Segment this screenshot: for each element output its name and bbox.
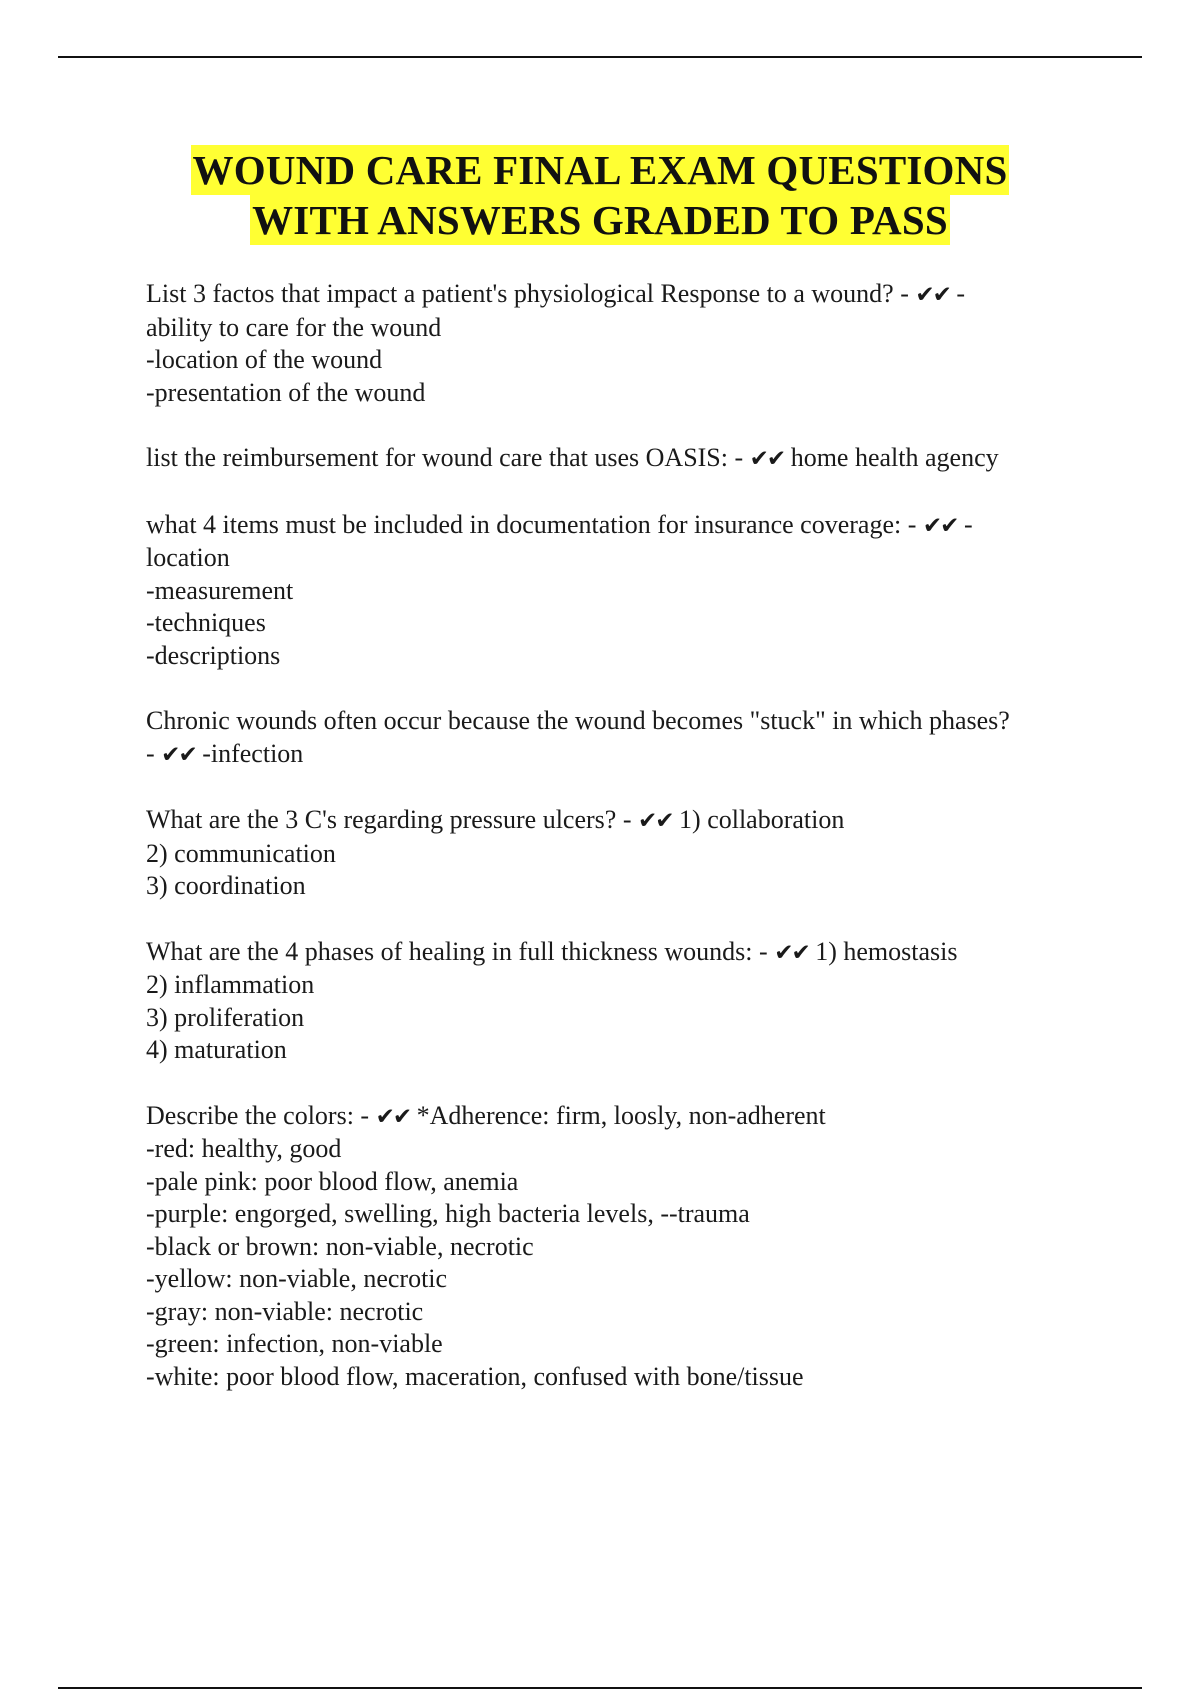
answer-line: 4) maturation bbox=[146, 1035, 287, 1064]
double-check-icon: ✔✔ bbox=[161, 741, 196, 768]
answer-line: 2) inflammation bbox=[146, 970, 315, 999]
answer-line: - ✔✔ -infection bbox=[146, 738, 304, 768]
double-check-icon: ✔✔ bbox=[922, 512, 958, 539]
qa-item bbox=[146, 936, 1096, 1067]
answer-line: -purple: engorged, swelling, high bacteria levels, --trauma bbox=[146, 1199, 750, 1228]
answer-line: -presentation of the wound bbox=[146, 377, 426, 407]
question-line: What are the 3 C's regarding pressure ulcers? - ✔✔ 1) collaboration bbox=[146, 805, 845, 834]
answer-line: -red: healthy, good bbox=[146, 1134, 342, 1163]
document-title bbox=[0, 145, 1200, 245]
question-line: what 4 items must be included in documentation for insurance coverage: - ✔✔ - bbox=[146, 509, 973, 539]
top-rule bbox=[58, 56, 1142, 58]
bottom-rule bbox=[58, 1687, 1142, 1689]
question-line: List 3 factos that impact a patient's physiological Response to a wound? - ✔✔ - bbox=[146, 279, 966, 308]
qa-item bbox=[146, 1100, 1096, 1394]
answer-line: -white: poor blood flow, maceration, confused with bone/tissue bbox=[146, 1361, 804, 1391]
answer-line: 3) proliferation bbox=[146, 1002, 305, 1032]
double-check-icon: ✔✔ bbox=[774, 939, 809, 966]
double-check-icon: ✔✔ bbox=[637, 808, 673, 834]
answer-line: 3) coordination bbox=[146, 871, 306, 900]
answer-line: -yellow: non-viable, necrotic bbox=[146, 1264, 448, 1293]
qa-item bbox=[146, 442, 1096, 476]
answer-line: -gray: non-viable: necrotic bbox=[146, 1296, 424, 1326]
answer-line: location bbox=[146, 543, 230, 572]
question-line: list the reimbursement for wound care that uses OASIS: - ✔✔ home health agency bbox=[146, 443, 999, 472]
qa-list bbox=[146, 278, 1096, 1426]
answer-line: 2) communication bbox=[146, 838, 336, 868]
double-check-icon: ✔✔ bbox=[749, 446, 785, 472]
qa-item bbox=[146, 705, 1096, 771]
answer-line: -location of the wound bbox=[146, 345, 383, 374]
answer-line: -techniques bbox=[146, 608, 266, 637]
title-line-1: WOUND CARE FINAL EXAM QUESTIONS bbox=[192, 147, 1008, 193]
qa-item bbox=[146, 804, 1096, 903]
answer-line: -black or brown: non-viable, necrotic bbox=[146, 1231, 534, 1261]
title-line-2: WITH ANSWERS GRADED TO PASS bbox=[252, 197, 948, 243]
question-line: What are the 4 phases of healing in full thickness wounds: - ✔✔ 1) hemostasis bbox=[146, 936, 958, 966]
double-check-icon: ✔✔ bbox=[915, 282, 950, 308]
qa-item bbox=[146, 509, 1096, 673]
answer-line: -descriptions bbox=[146, 640, 281, 670]
qa-item bbox=[146, 278, 1096, 409]
answer-line: ability to care for the wound bbox=[146, 312, 442, 342]
answer-line: -measurement bbox=[146, 575, 294, 605]
double-check-icon: ✔✔ bbox=[375, 1103, 411, 1130]
question-line: Chronic wounds often occur because the wound becomes "stuck" in which phases? bbox=[146, 706, 1010, 735]
answer-line: -pale pink: poor blood flow, anemia bbox=[146, 1166, 519, 1196]
answer-line: -green: infection, non-viable bbox=[146, 1329, 443, 1358]
question-line: Describe the colors: - ✔✔ *Adherence: firm, loosly, non-adherent bbox=[146, 1100, 826, 1130]
